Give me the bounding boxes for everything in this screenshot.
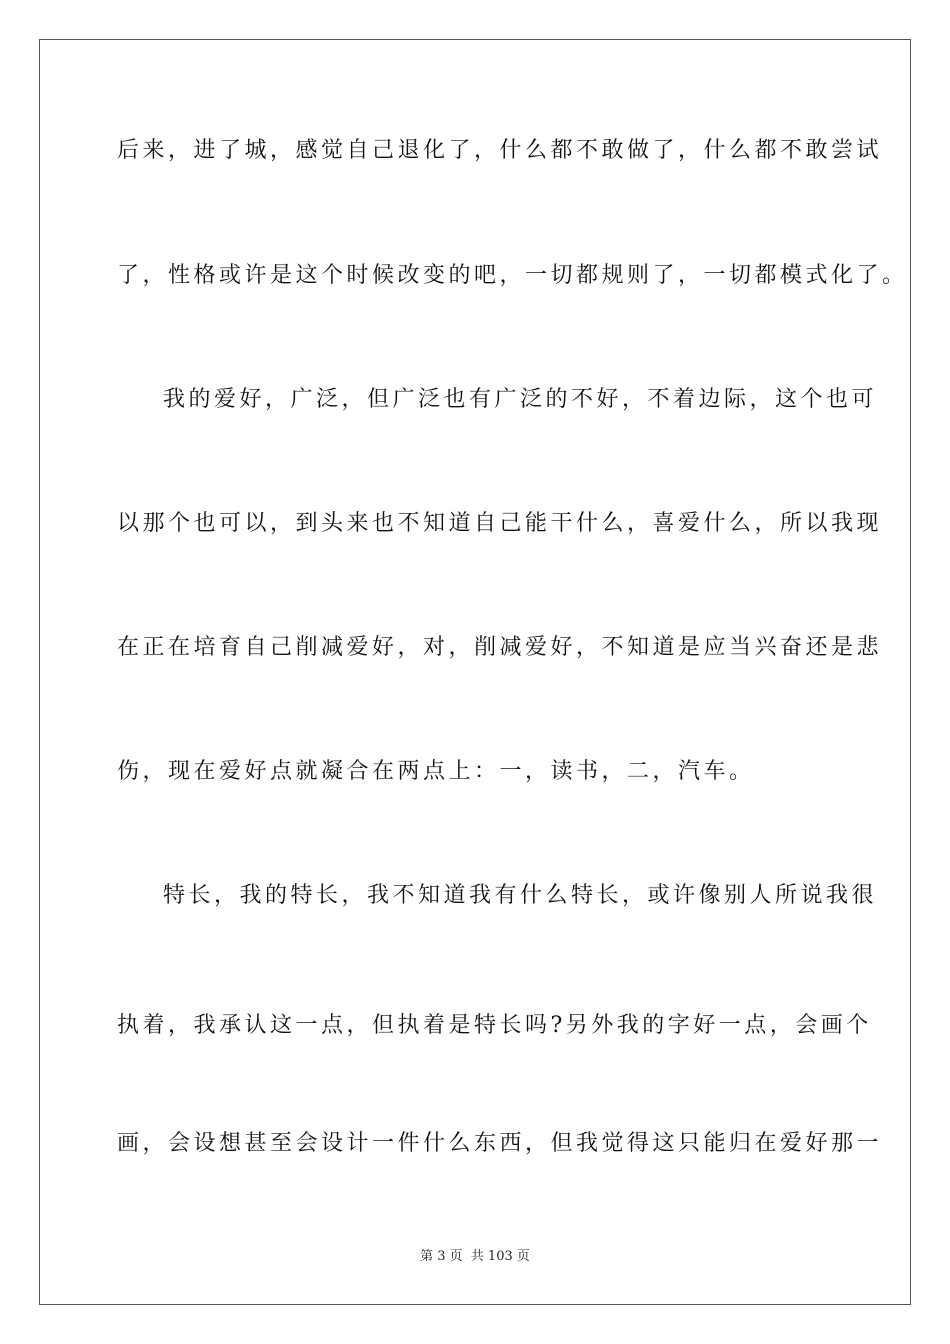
paragraph-start-line: 特长，我的特长，我不知道我有什么特长，或许像别人所说我很 [163, 883, 878, 908]
total-pages: 共 103 页 [470, 1249, 530, 1264]
text-line: 执着，我承认这一点，但执着是特长吗?另外我的字好一点，会画个 [117, 1013, 872, 1038]
text-line: 画，会设想甚至会设计一件什么东西，但我觉得这只能归在爱好那一 [117, 1131, 883, 1156]
text-line: 了，性格或许是这个时候改变的吧，一切都规则了，一切都模式化了。 [117, 263, 908, 288]
paragraph-start-line: 我的爱好，广泛，但广泛也有广泛的不好，不着边际，这个也可 [163, 387, 878, 412]
text-line: 伤，现在爱好点就凝合在两点上：一，读书，二，汽车。 [117, 759, 755, 784]
text-line: 以那个也可以，到头来也不知道自己能干什么，喜爱什么，所以我现 [117, 511, 883, 536]
page-number: 第 3 页 [420, 1249, 463, 1264]
page-border [39, 39, 911, 1305]
page-footer [0, 1248, 950, 1266]
text-line: 后来，进了城，感觉自己退化了，什么都不敢做了，什么都不敢尝试 [117, 138, 883, 163]
text-line: 在正在培育自己削减爱好，对，削减爱好，不知道是应当兴奋还是悲 [117, 635, 883, 660]
